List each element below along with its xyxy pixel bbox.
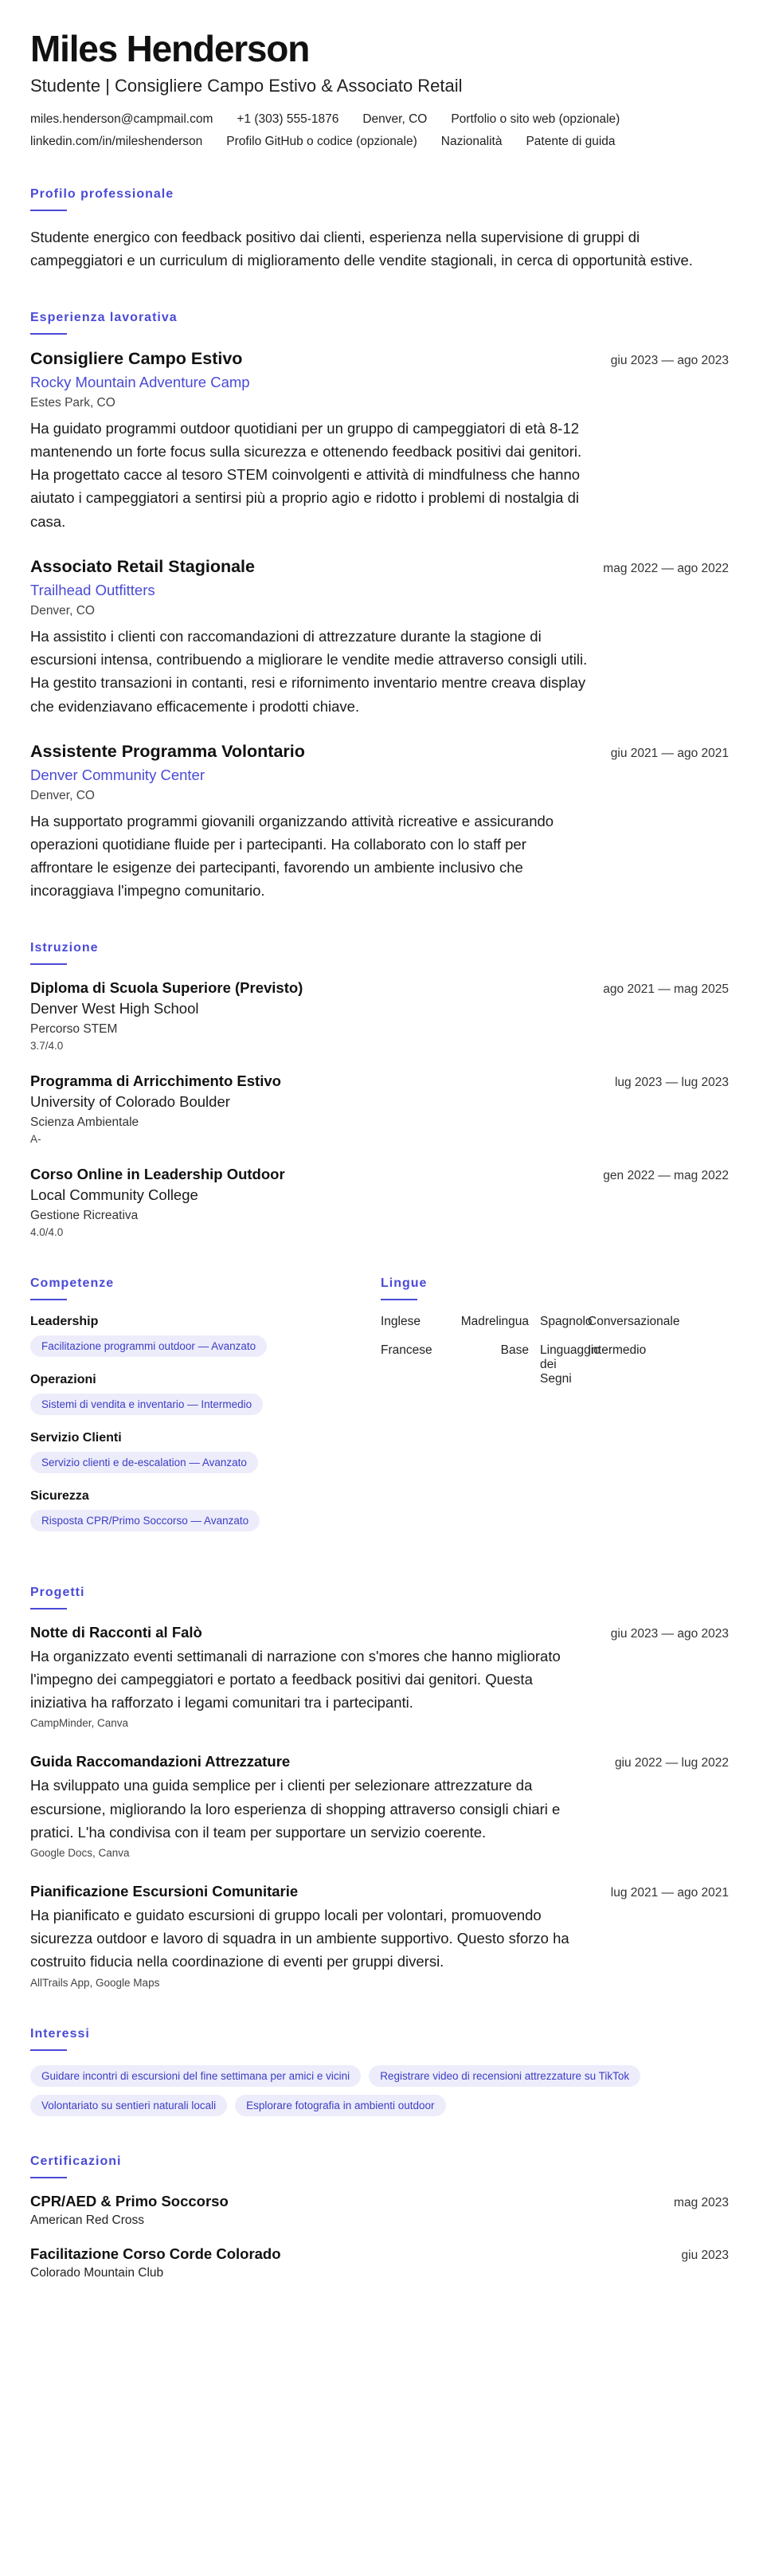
- job-date: giu 2021 — ago 2021: [610, 746, 729, 760]
- interests-section: [30, 2027, 729, 2116]
- education-date: lug 2023 — lug 2023: [614, 1075, 729, 1089]
- contact-nationality: Nazionalità: [440, 134, 503, 148]
- language-level: Madrelingua: [460, 1314, 529, 1328]
- experience-item: [30, 557, 729, 718]
- job-company: Trailhead Outfitters: [30, 581, 155, 598]
- job-location: Denver, CO: [30, 788, 95, 802]
- education-section: [30, 941, 729, 1238]
- project-date: giu 2023 — ago 2023: [610, 1626, 729, 1641]
- language-level: Intermedio: [588, 1343, 647, 1357]
- section-title-certifications: Certificazioni: [30, 2155, 729, 2169]
- skill-group-name: Operazioni: [30, 1372, 96, 1386]
- project-date: giu 2022 — lug 2022: [614, 1756, 729, 1770]
- education-institution: Denver West High School: [30, 999, 199, 1017]
- skill-tag: Facilitazione programmi outdoor — Avanzato: [30, 1335, 267, 1357]
- skill-group: [30, 1431, 381, 1473]
- summary-text: Studente energico con feedback positivo dai clienti, esperienza nella supervisione di gruppi di campeggiatori e un curriculum di miglioramento delle vendite stagionali, in cerca di opportunità estive.: [30, 228, 693, 269]
- project-title: Guida Raccomandazioni Attrezzature: [30, 1753, 291, 1770]
- job-description: Ha supportato programmi giovanili organizzando attività ricreative e assicurando operazioni quotidiane fluide per i partecipanti. Ha collaborato con lo staff per affrontare le esigenze dei partecipanti, favorendo un ambiente inclusivo che incoraggiava l'impegno comunitario.: [30, 812, 554, 900]
- interest-list: [30, 2065, 729, 2116]
- experience-section: [30, 311, 729, 903]
- project-item: [30, 1753, 729, 1859]
- job-title: Consigliere Campo Estivo: [30, 348, 243, 368]
- language-list: [381, 1315, 729, 1386]
- degree-title: Diploma di Scuola Superiore (Previsto): [30, 978, 303, 996]
- skill-group-name: Sicurezza: [30, 1488, 89, 1503]
- project-description: Ha pianificato e guidato escursioni di gruppo locali per volontari, promuovendo sicurezza outdoor e lavoro di squadra in un ambiente supportivo. Questo sforzo ha costruito fiducia nella coordinazione di eventi per gruppi diversi.: [30, 1906, 569, 1970]
- job-date: mag 2022 — ago 2022: [603, 561, 729, 575]
- contact-phone[interactable]: +1 (303) 555-1876: [237, 112, 339, 126]
- contact-github[interactable]: Profilo GitHub o codice (opzionale): [226, 134, 417, 148]
- education-date: gen 2022 — mag 2022: [603, 1168, 729, 1182]
- job-title: Assistente Programma Volontario: [30, 741, 305, 761]
- education-score: 4.0/4.0: [30, 1225, 64, 1238]
- education-area: Percorso STEM: [30, 1021, 118, 1036]
- job-location: Denver, CO: [30, 603, 95, 618]
- experience-item: [30, 742, 729, 903]
- section-title-interests: Interessi: [30, 2027, 729, 2041]
- certification-issuer: Colorado Mountain Club: [30, 2265, 164, 2280]
- summary-section: [30, 187, 729, 272]
- project-item: [30, 1624, 729, 1730]
- section-title-education: Istruzione: [30, 941, 729, 955]
- languages-section: [381, 1276, 729, 1547]
- education-item: [30, 1166, 729, 1238]
- resume-header: [30, 29, 729, 149]
- education-area: Scienza Ambientale: [30, 1115, 139, 1129]
- experience-item: [30, 349, 729, 533]
- language-name: Spagnolo: [540, 1314, 593, 1328]
- certification-title: CPR/AED & Primo Soccorso: [30, 2192, 229, 2209]
- skill-tag: Sistemi di vendita e inventario — Intermedio: [30, 1394, 263, 1415]
- section-title-projects: Progetti: [30, 1586, 729, 1600]
- certification-date: mag 2023: [674, 2195, 729, 2209]
- contact-email[interactable]: miles.henderson@campmail.com: [30, 112, 213, 126]
- language-name: Inglese: [381, 1314, 421, 1328]
- skill-tag: Risposta CPR/Primo Soccorso — Avanzato: [30, 1510, 260, 1531]
- skills-section: [30, 1276, 381, 1547]
- project-tools: Google Docs, Canva: [30, 1846, 130, 1859]
- section-title-summary: Profilo professionale: [30, 187, 729, 202]
- degree-title: Corso Online in Leadership Outdoor: [30, 1165, 285, 1182]
- skill-group: [30, 1489, 381, 1531]
- education-score: 3.7/4.0: [30, 1039, 64, 1052]
- project-tools: CampMinder, Canva: [30, 1717, 129, 1730]
- contact-list: [30, 112, 729, 149]
- language-level: Conversazionale: [588, 1314, 680, 1328]
- project-title: Notte di Racconti al Falò: [30, 1623, 202, 1641]
- interest-tag: Esplorare fotografia in ambienti outdoor: [235, 2095, 445, 2116]
- candidate-headline: Studente | Consigliere Campo Estivo & Associato Retail: [30, 75, 463, 96]
- degree-title: Programma di Arricchimento Estivo: [30, 1072, 281, 1089]
- language-name: Linguaggio dei Segni: [540, 1343, 601, 1386]
- project-date: lug 2021 — ago 2021: [610, 1885, 729, 1900]
- job-title: Associato Retail Stagionale: [30, 556, 255, 576]
- interest-tag: Registrare video di recensioni attrezzature su TikTok: [369, 2065, 640, 2087]
- skill-group-name: Servizio Clienti: [30, 1430, 122, 1445]
- education-institution: Local Community College: [30, 1186, 198, 1203]
- interest-tag: Guidare incontri di escursioni del fine settimana per amici e vicini: [30, 2065, 361, 2087]
- skill-tag: Servizio clienti e de-escalation — Avanzato: [30, 1452, 258, 1473]
- education-date: ago 2021 — mag 2025: [603, 982, 729, 996]
- job-location: Estes Park, CO: [30, 395, 115, 410]
- contact-location: Denver, CO: [362, 112, 428, 126]
- projects-section: [30, 1586, 729, 1989]
- section-title-experience: Esperienza lavorativa: [30, 311, 729, 325]
- contact-linkedin[interactable]: linkedin.com/in/mileshenderson: [30, 134, 203, 148]
- project-item: [30, 1883, 729, 1989]
- project-tools: AllTrails App, Google Maps: [30, 1976, 160, 1989]
- job-description: Ha guidato programmi outdoor quotidiani per un gruppo di campeggiatori di età 8-12 mantenendo un forte focus sulla sicurezza e ottenendo feedback positivi dai genitori. Ha progettato cacce al tesoro STEM coinvolgenti e attività di mindfulness che hanno aiutato i campeggiatori a sentirsi più a proprio agio e ridotto i problemi di nostalgia di casa.: [30, 419, 582, 530]
- certification-title: Facilitazione Corso Corde Colorado: [30, 2245, 281, 2262]
- candidate-name: Miles Henderson: [30, 28, 310, 69]
- job-description: Ha assistito i clienti con raccomandazioni di attrezzature durante la stagione di escursioni intensa, contribuendo a migliorare le vendite medie attraverso consigli utili. Ha gestito transazioni in contanti, resi e rifornimento inventario mentre creava display che evidenziavano efficacemente i prodotti chiave.: [30, 627, 588, 715]
- certification-issuer: American Red Cross: [30, 2213, 144, 2227]
- section-title-languages: Lingue: [381, 1276, 729, 1291]
- education-institution: University of Colorado Boulder: [30, 1092, 230, 1110]
- certifications-section: [30, 2155, 729, 2280]
- education-area: Gestione Ricreativa: [30, 1208, 139, 1222]
- job-date: giu 2023 — ago 2023: [610, 353, 729, 367]
- project-description: Ha organizzato eventi settimanali di narrazione con s'mores che hanno migliorato l'impegno dei campeggiatori e portato a feedback positivi dai genitori. Questa iniziativa ha rafforzato i legami comunitari tra i partecipanti.: [30, 1647, 561, 1711]
- contact-portfolio[interactable]: Portfolio o sito web (opzionale): [451, 112, 620, 126]
- education-score: A-: [30, 1132, 41, 1145]
- language-name: Francese: [381, 1343, 432, 1357]
- education-item: [30, 979, 729, 1052]
- certification-item: [30, 2193, 729, 2228]
- project-description: Ha sviluppato una guida semplice per i clienti per selezionare attrezzature da escursione, migliorando la loro esperienza di shopping attraverso consigli chiari e pratici. L'ha condivisa con il team per supportare un servizio coerente.: [30, 1777, 561, 1841]
- interest-tag: Volontariato su sentieri naturali locali: [30, 2095, 227, 2116]
- certification-date: giu 2023: [681, 2248, 729, 2262]
- job-company: Rocky Mountain Adventure Camp: [30, 373, 250, 390]
- project-title: Pianificazione Escursioni Comunitarie: [30, 1882, 299, 1900]
- language-level: Base: [500, 1343, 529, 1357]
- certification-item: [30, 2245, 729, 2280]
- skills-languages-row: [30, 1276, 729, 1547]
- job-company: Denver Community Center: [30, 766, 205, 783]
- skill-group-name: Leadership: [30, 1314, 99, 1328]
- contact-driving-license: Patente di guida: [526, 134, 616, 148]
- education-item: [30, 1072, 729, 1145]
- skill-group: [30, 1373, 381, 1415]
- section-title-skills: Competenze: [30, 1276, 381, 1291]
- skill-group: [30, 1315, 381, 1357]
